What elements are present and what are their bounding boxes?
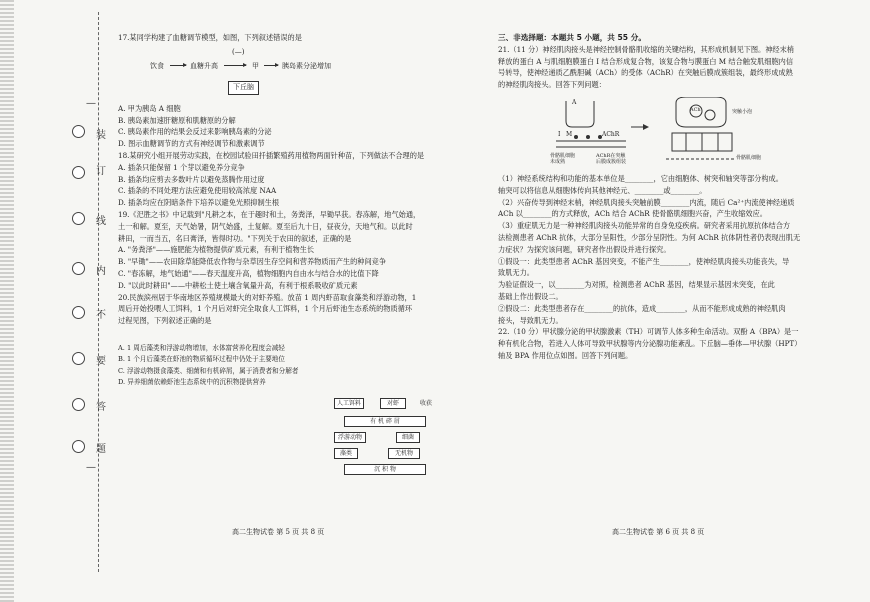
q21-sub: （1）神经系统结构和功能的基本单位是________，它由细胞体、树突和轴突等部分构成。	[498, 173, 783, 183]
q17-option: D. 图示血糖调节的方式有神经调节和激素调节	[118, 139, 265, 149]
binding-dash-line	[98, 12, 99, 572]
flow-feed: 人工饵料	[334, 398, 364, 409]
binding-char: 内	[96, 266, 106, 277]
q22-line: 22.（10 分）甲状腺分泌的甲状腺激素（TH）可调节人体多种生命活动。双酚 A（BPA）是一	[498, 327, 799, 337]
flow-harvest: 收获	[420, 400, 433, 407]
diagram-a: 甲	[252, 61, 259, 70]
fig-label-m: M	[566, 130, 573, 138]
binding-margin	[0, 0, 112, 602]
q21-sub: 力症状？为探究该问题，研究者作出假设并进行探究。	[498, 244, 671, 254]
q20-flow-diagram	[334, 398, 444, 476]
q18-option: D. 插条均应在阴暗条件下培养以避免光照抑制生根	[118, 198, 280, 208]
q20-line: 周后开始投喂人工饵料，1 个月后对虾完全取食人工饵料，1 个月后虾池生态系统的物质循环	[118, 304, 413, 314]
q21-line: 21.（11 分）神经肌肉接头是神经控制骨骼肌收缩的关键结构，其形成机制见下图。神经末梢	[498, 44, 794, 54]
binding-dash: —	[86, 462, 96, 473]
q21-sub: 致肌无力。	[498, 268, 534, 278]
q21-sub: （2）兴奋传导到神经末梢，神经肌肉接头突触前膜________内流，随后 Ca²⁺内流使神经递质	[498, 197, 795, 207]
q21-sub: （3）重症肌无力是一种神经肌肉接头功能异常的自身免疫疾病。研究者采用抗原抗体结合方	[498, 221, 791, 231]
binding-hole	[72, 166, 85, 179]
binding-dash: —	[86, 98, 96, 109]
q21-sub: 基础上作出假设二。	[498, 291, 563, 301]
flow-detritus: 有 机 碎 屑	[344, 416, 426, 427]
q17-stem: 17.某同学构建了血糖调节模型，如图，下列叙述错误的是	[118, 33, 302, 42]
right-footer: 高二生物试卷 第 6 页 共 8 页	[612, 528, 705, 536]
q20-option: C. 浮游动物摄食藻类、细菌和有机碎屑，属于消费者和分解者	[118, 366, 299, 375]
diagram-minus: (—)	[232, 47, 245, 56]
q17-option: C. 胰岛素作用的结果会反过来影响胰岛素的分泌	[118, 127, 272, 137]
binding-char: 不	[96, 310, 106, 321]
q20-line: 20.民族滨州居于华南地区养殖规模最大的对虾养殖。放苗 1 周内虾苗取食藻类和浮游动物，1	[118, 292, 417, 302]
q17-option: B. 胰岛素加速肝糖原和肌糖原的分解	[118, 115, 236, 125]
q17-option: A. 甲为胰岛 A 细胞	[118, 103, 181, 113]
q21-line: 释放的蛋白 A 与肌细胞膜蛋白 I 结合形成复合物，该复合物与膜蛋白 M 结合触发肌细胞内信	[498, 56, 794, 66]
binding-stripe	[0, 0, 14, 602]
q21-figure	[536, 97, 786, 167]
q19-line: 19.《汜胜之书》中记载到"凡耕之本，在于趣时和土，务粪泽，早锄早获。春冻解，地气始通，	[118, 209, 421, 219]
q21-sub: 轴突可以将信息从细胞体传向其他神经元、________或________。	[498, 185, 707, 195]
q21-sub: 法检测患者 AChR 抗体，大部分呈阳性，少部分呈阴性。为何 AChR 抗体阴性者仍表现出肌无	[498, 232, 801, 242]
q22-line: 种有机化合物，若进入人体可导致甲状腺等内分泌腺功能紊乱。下丘脑—垂体—甲状腺（HPT）	[498, 339, 802, 349]
q18-stem: 18.某研究小组开展劳动实践，在校园试验田扦插繁殖药用植物两面针种苗，下列做法不合理的是	[118, 150, 425, 160]
diagram-sugar: 血糖升高	[190, 61, 218, 70]
q19-option: C. "春冻解，地气始通"——春天温度升高，植物细胞内自由水与结合水的比值下降	[118, 268, 379, 278]
fig-caption-immature: 骨骼肌细胞 未成熟	[550, 152, 576, 165]
fig-label-ach: ACh	[690, 106, 701, 113]
binding-char: 要	[96, 356, 106, 367]
q21-line: 号转导，使神经递质乙酰胆碱（ACh）的受体（AChR）在突触后膜成簇组装，最终形成成熟	[498, 68, 793, 78]
fig-caption-muscle: 骨骼肌细胞	[736, 154, 762, 161]
binding-hole	[72, 212, 85, 225]
q18-option: A. 插条只能保留 1 个芽以避免养分竞争	[118, 162, 245, 172]
q21-line: 的神经肌肉接头。回答下列问题：	[498, 80, 606, 90]
binding-char: 订	[96, 166, 106, 177]
q20-option: D. 异养细菌依赖虾池生态系统中的沉积物提供营养	[118, 378, 266, 387]
binding-hole	[72, 352, 85, 365]
q19-option: A. "务粪泽"——施肥能为植物提供矿质元素，有利于植物生长	[118, 245, 315, 255]
fig-label-i: I	[558, 130, 561, 138]
left-column	[118, 32, 438, 389]
q20-option: A. 1 周后藻类和浮游动物增加，水体富营养化程度会减轻	[118, 343, 285, 352]
q21-sub: ACh 以________的方式释放，ACh 结合 AChR 使骨骼肌细胞兴奋，产生收缩效应。	[498, 209, 767, 219]
fig-label-vesicle: 突触小泡	[732, 108, 753, 115]
binding-hole	[72, 306, 85, 319]
q21-sub: 为验证假设一，以________为对照，检测患者 AChR 基因，结果显示基因未突变，在此	[498, 280, 775, 290]
section-title: 三、非选择题：本题共 5 小题，共 55 分。	[498, 33, 646, 42]
binding-hole	[72, 440, 85, 453]
q18-option: C. 插条的不同处理方法应避免使用较高浓度 NAA	[118, 186, 277, 196]
diagram-hypothalamus: 下丘脑	[228, 81, 259, 95]
q19-line: 土一和解。夏至，天气始暑，阴气始盛，土复解。夏至后九十日，昼夜分，天地气和。以此时	[118, 221, 413, 231]
fig-label-a: A	[572, 98, 577, 106]
binding-hole	[72, 398, 85, 411]
right-column	[498, 32, 848, 362]
binding-hole	[72, 125, 85, 138]
diagram-arrow	[170, 65, 186, 66]
fig-caption-cluster: AChR在突触 后膜成簇组装	[596, 152, 627, 165]
binding-char: 题	[96, 444, 106, 455]
diagram-arrow	[224, 65, 246, 66]
q21-sub: 接头，导致肌无力。	[498, 315, 563, 325]
diagram-arrow	[264, 65, 278, 66]
flow-inorganic: 无机物	[388, 448, 420, 459]
flow-bacteria: 细菌	[396, 432, 420, 443]
q22-line: 轴及 BPA 作用位点如图。回答下列问题。	[498, 350, 633, 360]
flow-zooplankton: 浮游动物	[334, 432, 366, 443]
binding-char: 装	[96, 130, 106, 141]
diagram-insulin: 胰岛素分泌增加	[282, 61, 331, 70]
q17-diagram	[136, 47, 356, 99]
fig-label-achr: AChR	[602, 130, 620, 138]
q20-option: B. 1 个月后藻类在虾池的物质循环过程中仍处于主要地位	[118, 355, 285, 364]
binding-hole	[72, 262, 85, 275]
q21-sub: ②假设二：此类型患者存在________的抗体，造成________，从而不能形成成熟的神经肌肉	[498, 303, 786, 313]
q19-option: D. "以此时耕田"——中耕松土使土壤含氧量升高，有利于根系吸收矿质元素	[118, 280, 358, 290]
diagram-food: 饮食	[150, 61, 164, 70]
binding-char: 答	[96, 402, 106, 413]
q18-option: B. 插条均应剪去多数叶片以避免蒸腾作用过度	[118, 174, 265, 184]
left-footer: 高二生物试卷 第 5 页 共 8 页	[232, 528, 325, 536]
q21-sub: ①假设一：此类型患者 AChR 基因突变，不能产生________，使神经肌肉接头功能丧失，导	[498, 256, 790, 266]
flow-sediment: 沉 积 物	[344, 464, 426, 475]
binding-char: 线	[96, 216, 106, 227]
flow-algae: 藻类	[334, 448, 358, 459]
q19-option: B. "早锄"——农田除草能降低农作物与杂草因生存空间和营养物质而产生的种间竞争	[118, 257, 387, 267]
q19-line: 耕田，一而当五，名曰膏泽，皆得时功。"下列关于农田的叙述，正确的是	[118, 233, 352, 243]
flow-shrimp: 对虾	[380, 398, 406, 409]
q20-line: 过程见图，下列叙述正确的是	[118, 316, 212, 326]
